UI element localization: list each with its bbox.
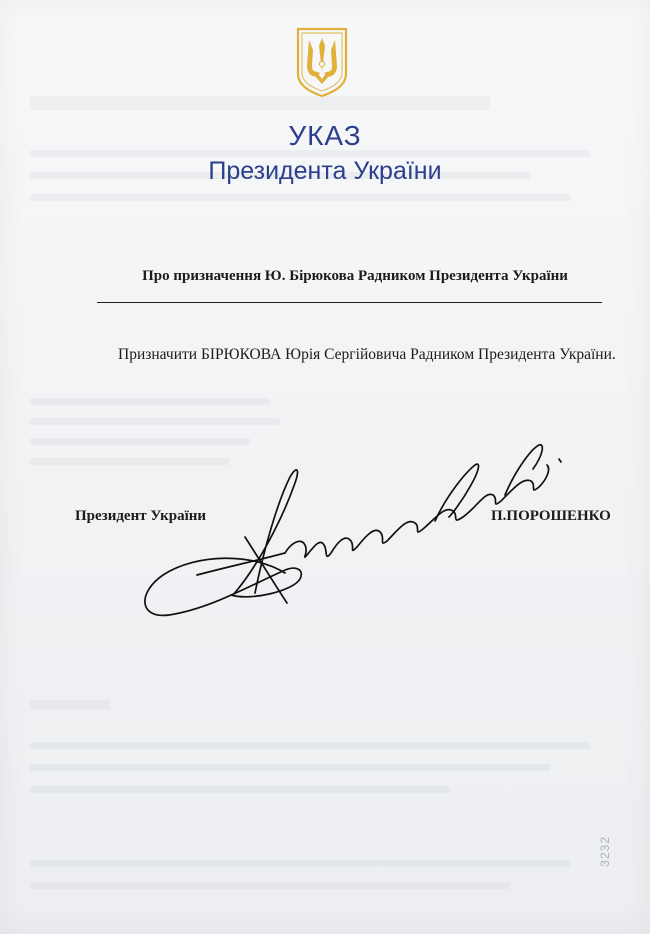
bleed-through-line bbox=[30, 700, 110, 710]
bleed-through-line bbox=[30, 882, 510, 889]
document-title: УКАЗ bbox=[288, 120, 362, 151]
bleed-through-line bbox=[30, 398, 270, 405]
ukraine-trident-emblem-icon bbox=[295, 26, 349, 98]
bleed-through-line bbox=[30, 194, 570, 201]
archive-stamp-number: 3232 bbox=[598, 836, 612, 867]
signer-position: Президент України bbox=[75, 508, 207, 524]
bleed-through-line bbox=[30, 764, 550, 771]
handwritten-signature-icon bbox=[135, 425, 575, 630]
bleed-through-line bbox=[30, 786, 450, 793]
bleed-through-line bbox=[30, 742, 590, 749]
decree-heading: Про призначення Ю. Бірюкова Радником Президента України bbox=[142, 268, 568, 284]
bleed-through-line bbox=[30, 418, 280, 425]
document-subtitle: Президента України bbox=[208, 157, 442, 185]
heading-divider bbox=[97, 302, 602, 303]
bleed-through-line bbox=[30, 96, 490, 110]
signer-name: П.ПОРОШЕНКО bbox=[491, 508, 611, 524]
bleed-through-line bbox=[30, 860, 570, 867]
decree-body: Призначити БІРЮКОВА Юрія Сергійовича Радником Президента України. bbox=[118, 346, 616, 363]
